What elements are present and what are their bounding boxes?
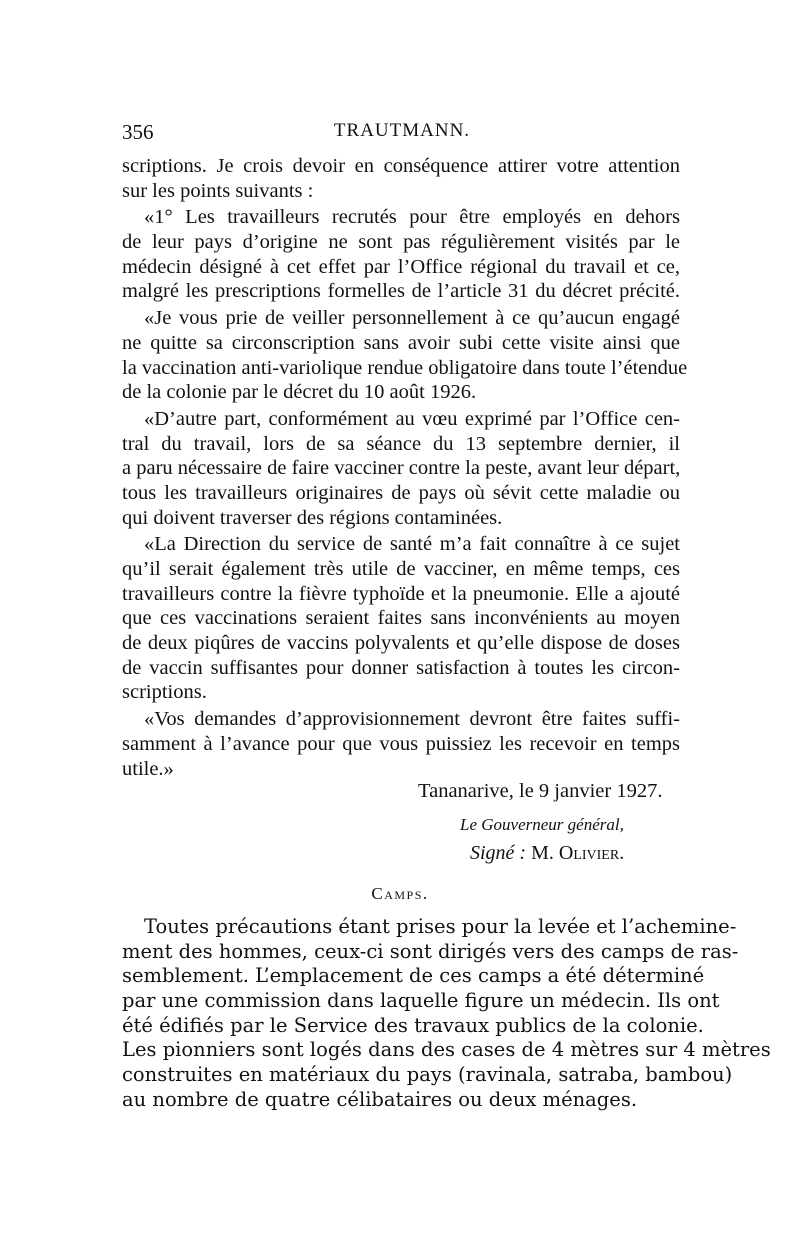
text-line: «Je vous prie de veiller personnellement à ce qu’aucun engagé (144, 307, 680, 330)
text-line: été édifiés par le Service des travaux publics de la colonie. (122, 1013, 704, 1037)
text-line: que ces vaccinations seraient faites sans inconvénients au moyen (122, 607, 680, 630)
text-line: qu’il serait également très utile de vacciner, en même temps, ces (122, 558, 680, 580)
text-line: par une commission dans laquelle figure un médecin. Ils ont (122, 989, 720, 1013)
signature-name-line (470, 842, 624, 865)
text-line: ment des hommes, ceux-ci sont dirigés vers des camps de ras- (122, 939, 739, 963)
text-line: de deux piqûres de vaccins polyvalents et qu’elle dispose de doses (122, 632, 680, 655)
text-line: «1° Les travailleurs recrutés pour être employés en dehors (144, 206, 680, 229)
text-line: a paru nécessaire de faire vacciner contre la peste, avant leur départ, (122, 457, 681, 480)
text-line: Toutes précautions étant prises pour la levée et l’achemine- (144, 915, 737, 938)
signed-label: Signé : (470, 842, 527, 864)
text-line: tral du travail, lors de sa séance du 13 septembre dernier, il (122, 432, 680, 455)
text-line: scriptions. Je crois devoir en conséquence attirer votre attention (122, 155, 680, 177)
letter-text (122, 154, 688, 781)
text-line: de la colonie par le décret du 10 août 1926. (122, 381, 477, 404)
text-line: malgré les prescriptions formelles de l’article 31 du décret précité. (122, 280, 680, 303)
text-line: scriptions. (122, 681, 207, 704)
text-line: médecin désigné à cet effet par l’Office régional du travail et ce, (122, 255, 680, 278)
text-line: de vaccin suffisantes pour donner satisfaction à toutes les circon- (122, 656, 680, 679)
text-line: utile.» (122, 757, 174, 780)
text-line: de leur pays d’origine ne sont pas régulièrement visités par le (122, 231, 680, 254)
text-line: la vaccination anti-variolique rendue obligatoire dans toute l’étendue (122, 356, 688, 379)
signature-date: Tananarive, le 9 janvier 1927. (418, 780, 663, 802)
text-line: semblement. L’emplacement de ces camps a été déterminé (122, 964, 705, 988)
text-line: «Vos demandes d’approvisionnement devront être faites suffi- (144, 708, 680, 731)
text-line: construites en matériaux du pays (ravinala, satraba, bambou) (122, 1063, 733, 1087)
section-heading: Camps. (371, 884, 429, 903)
camps-paragraph (122, 915, 771, 1113)
page-header (122, 120, 682, 150)
text-line: travailleurs contre la fièvre typhoïde et la pneumonie. Elle a ajouté (122, 582, 680, 605)
text-line: tous les travailleurs originaires de pays où sévit cette maladie ou (122, 481, 680, 504)
running-head: TRAUTMANN. (333, 120, 471, 141)
text-line: qui doivent traverser des régions contaminées. (122, 506, 503, 529)
text-line: «D’autre part, conformément au vœu exprimé par l’Office cen- (144, 407, 680, 430)
text-line: Les pionniers sont logés dans des cases de 4 mètres sur 4 mètres (122, 1038, 771, 1062)
text-line: ne quitte sa circonscription sans avoir subi cette visite ainsi que (122, 331, 680, 354)
text-line: «La Direction du service de santé m’a fait connaître à ce sujet (144, 533, 680, 556)
signature-title: Le Gouverneur général, (460, 815, 624, 834)
text-line: au nombre de quatre célibataires ou deux ménages. (122, 1087, 638, 1111)
signatory-name: M. Olivier. (531, 842, 625, 864)
text-line: samment à l’avance pour que vous puissiez les recevoir en temps (122, 732, 680, 755)
text-line: sur les points suivants : (122, 179, 314, 202)
page-number: 356 (122, 120, 154, 144)
